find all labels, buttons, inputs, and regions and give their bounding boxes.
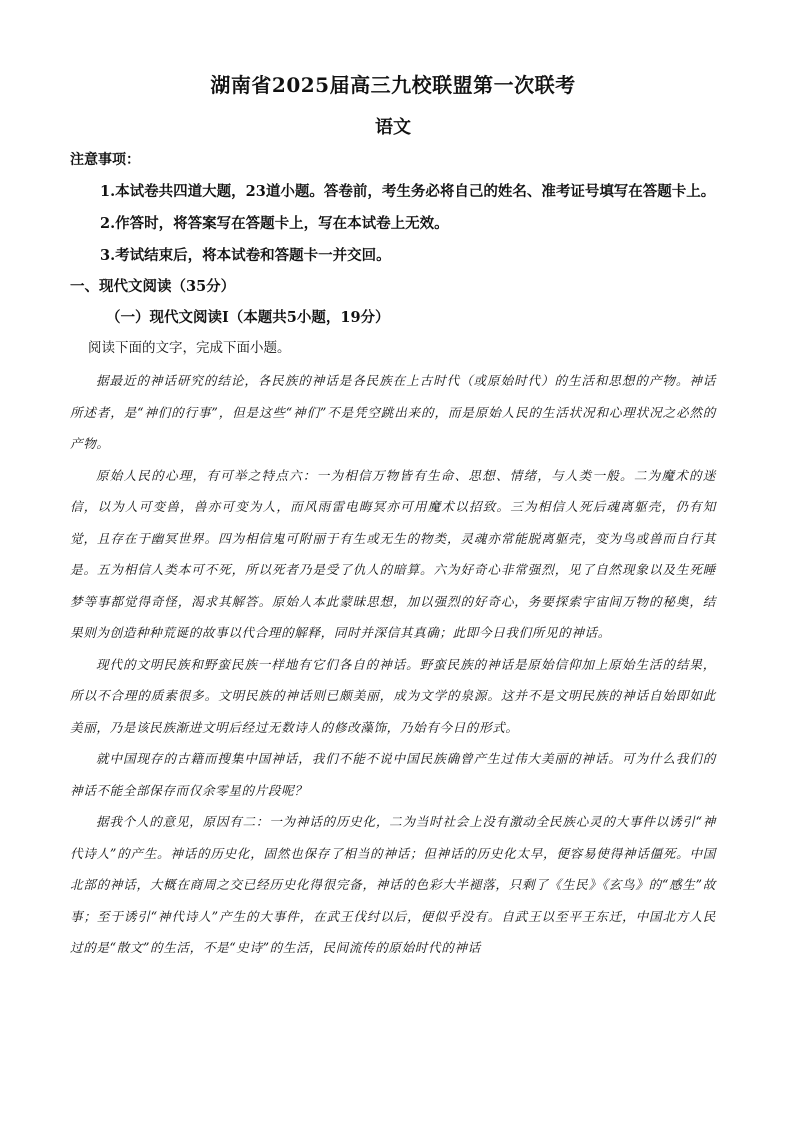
subsection-title: （一）现代文阅读Ⅰ（本题共5小题，19分）: [106, 309, 390, 326]
passage-paragraph-1: 据最近的神话研究的结论，各民族的神话是各民族在上古时代（或原始时代）的生活和思想的产物。神话所述者，是“神们的行事”，但是这些“神们”不是凭空跳出来的，而是原始人民的生活状况和心理状况之必然的产物。: [70, 373, 716, 451]
exam-title: 湖南省2025届高三九校联盟第一次联考: [210, 73, 576, 97]
passage-paragraph-2: 原始人民的心理，有可举之特点六：一为相信万物皆有生命、思想、情绪，与人类一般。二为魔术的迷信，以为人可变兽，兽亦可变为人，而风雨雷电晦冥亦可用魔术以招致。三为相信人死后魂离躯壳，仍有知觉，且存在于幽冥世界。四为相信鬼可附丽于有生或无生的物类，灵魂亦常能脱离躯壳，变为鸟或兽而自行其是。五为相信人类本可不死，所以死者乃是受了仇人的暗算。六为好奇心非常强烈，见了自然现象以及生死睡梦等事都觉得奇怪，渴求其解答。原始人本此蒙昧思想，加以强烈的好奇心，务要探索宇宙间万物的秘奥，结果则为创造种种荒诞的故事以代合理的解释，同时并深信其真确；此即今日我们所见的神话。: [70, 467, 716, 640]
passage-paragraph-3: 现代的文明民族和野蛮民族一样地有它们各自的神话。野蛮民族的神话是原始信仰加上原始生活的结果，所以不合理的质素很多。文明民族的神话则已颇美丽，成为文学的泉源。这并不是文明民族的神话自始即如此美丽，乃是该民族渐进文明后经过无数诗人的修改藻饰，乃始有今日的形式。: [70, 656, 716, 735]
passage-paragraph-4: 就中国现存的古籍而搜集中国神话，我们不能不说中国民族确曾产生过伟大美丽的神话。可为什么我们的神话不能全部保存而仅余零星的片段呢？: [70, 751, 716, 798]
notice-item-2: 2.作答时，将答案写在答题卡上，写在本试卷上无效。: [100, 215, 449, 232]
notice-item-1: 1.本试卷共四道大题，23道小题。答卷前，考生务必将自己的姓名、准考证号填写在答题卡上。: [100, 183, 716, 200]
section-title: 一、现代文阅读（35分）: [70, 278, 236, 295]
subject-title: 语文: [375, 117, 411, 138]
notice-item-3: 3.考试结束后，将本试卷和答题卡一并交回。: [100, 247, 391, 264]
notice-heading: 注意事项：: [70, 152, 140, 168]
reading-instruction: 阅读下面的文字，完成下面小题。: [88, 340, 291, 356]
passage-paragraph-5: 据我个人的意见，原因有二：一为神话的历史化，二为当时社会上没有激动全民族心灵的大事件以诱引“神代诗人”的产生。神话的历史化，固然也保存了相当的神话；但神话的历史化太早，便容易使得神话僵死。中国北部的神话，大概在商周之交已经历史化得很完备，神话的色彩大半褪落，只剩了《生民》《玄鸟》的“感生”故事；至于诱引“神代诗人”产生的大事件，在武王伐纣以后，便似乎没有。自武王以至平王东迁，中国北方人民过的是“散文”的生活，不是“史诗”的生活，民间流传的原始时代的神话: [70, 814, 716, 955]
